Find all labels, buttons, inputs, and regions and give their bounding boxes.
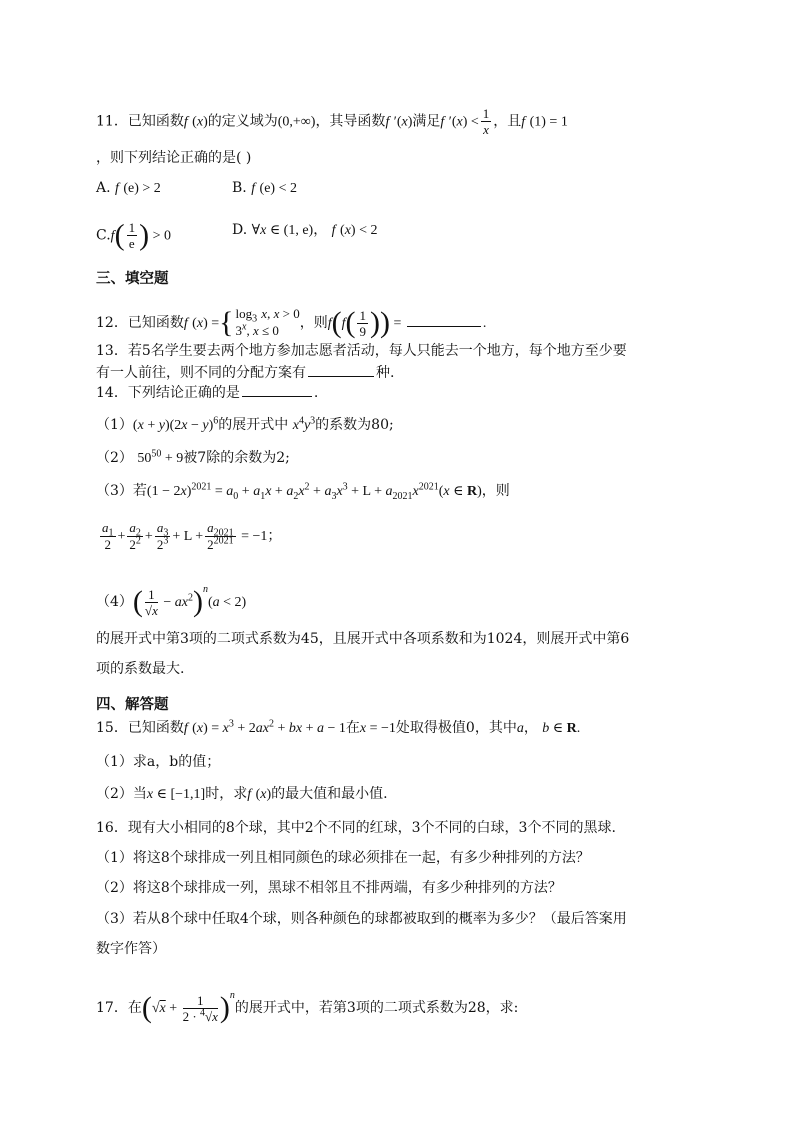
q11-text-c: ，其导函数 — [315, 113, 386, 130]
q11-text-d: 满足 — [412, 113, 441, 130]
section-4-title: 四、解答题 — [96, 697, 169, 713]
q14-statement-2: （2） $50^{50} + 9$被7除的余数为2; — [96, 448, 290, 466]
q11-text-e: ，且 — [493, 113, 522, 130]
q11-line2: ，则下列结论正确的是( ) — [96, 150, 252, 166]
q11-option-a: A. f (e) > 2 — [96, 180, 161, 196]
q15-part-2: （2）当x ∈ [−1,1]时，求f (x)的最大值和最小值. — [96, 786, 388, 802]
q11-fraction: $\frac{1}{x}$ — [482, 106, 490, 137]
q11-line1: 11．已知函数f (x)的定义域为(0,+∞)，其导函数f ′(x)满足f ′(x) < $\frac{1}{x}$ ，且f (1) = 1 — [96, 106, 568, 137]
section-3-title: 三、填空题 — [96, 271, 169, 287]
q15-stem: 15．已知函数f $(x) = x^3 + 2ax^2$ + bx + a − 1在x = −1处取得极值0，其中a， b ∈ R. — [96, 718, 581, 736]
q11-option-b: B. f (e) < 2 — [232, 180, 297, 196]
q13-line2: 有一人前往，则不同的分配方案有 种. — [96, 362, 394, 383]
q12-line: 12．已知函数f (x) ={ $\log_3 x$, x > 0 3$^x$, x ≤ 0 ，则f(f( $\frac{1}{9}$ )) = . — [96, 306, 487, 339]
q15-part-1: （1）求a，b的值； — [96, 754, 221, 770]
q11-text-b: 的定义域为 — [207, 113, 278, 130]
q14-statement-4: （4）( $\frac{1}{√x}$ − $ax^2)^n(a < 2)$ — [96, 584, 247, 618]
q14-stem: 14．下列结论正确的是 . — [96, 382, 318, 403]
q16-part-1: （1）将这8个球排成一列且相同颜色的球必须排在一起，有多少种排列的方法？ — [96, 850, 590, 866]
q14-statement-3: （3）若$(1 - 2x)^{2021} = a_0 + a_1x + a_2x^2 + a_3x^3 + L + a_{2021}x^{2021}(x$ ∈ R)，则 — [96, 481, 510, 502]
q16-stem: 16．现有大小相同的8个球，其中2个不同的红球，3个不同的白球，3个不同的黑球. — [96, 820, 616, 836]
q12-answer-blank — [407, 312, 481, 327]
q14-answer-blank — [242, 382, 312, 397]
q16-part-2: （2）将这8个球排成一列，黑球不相邻且不排两端，有多少种排列的方法？ — [96, 880, 562, 896]
q11-option-c: C.f( $\frac{1}{e}$ ) > 0 — [96, 218, 171, 252]
q11-option-d: D. ∀x ∈ (1, e)， f (x) < 2 — [232, 222, 378, 238]
q14-statement-3-sum: $\frac{a_1}{2}$ + $\frac{a_2}{2^2}$ + $\frac{a_3}{2^3}$ + L + $\frac{a_{2021}}{2^{2021}}$ = −1； — [102, 520, 282, 552]
q14-statement-1: $(1)(x + y)(2x - y)^6$的展开式中 $x^4y^3$的系数为80; — [96, 415, 394, 433]
q13-answer-blank — [308, 362, 374, 377]
q16-part-3-line1: （3）若从8个球中任取4个球，则各种颜色的球都被取到的概率为多少？（最后答案用 — [96, 911, 627, 927]
q11-text-a: 11．已知函数 — [96, 113, 184, 130]
q16-part-3-line2: 数字作答） — [96, 941, 166, 957]
q14-statement-4-line3: 项的系数最大. — [96, 661, 185, 677]
q17-stem: 17．在(√x + $\frac{1}{2 \cdot ^4√x}$ )$^n$的展开式中，若第3项的二项式系数为28，求: — [96, 990, 519, 1024]
q13-line1: 13．若5名学生要去两个地方参加志愿者活动，每人只能去一个地方，每个地方至少要 — [96, 343, 627, 359]
q14-statement-4-line2: 的展开式中第3项的二项式系数为45，且展开式中各项系数和为1024，则展开式中第6 — [96, 631, 630, 647]
